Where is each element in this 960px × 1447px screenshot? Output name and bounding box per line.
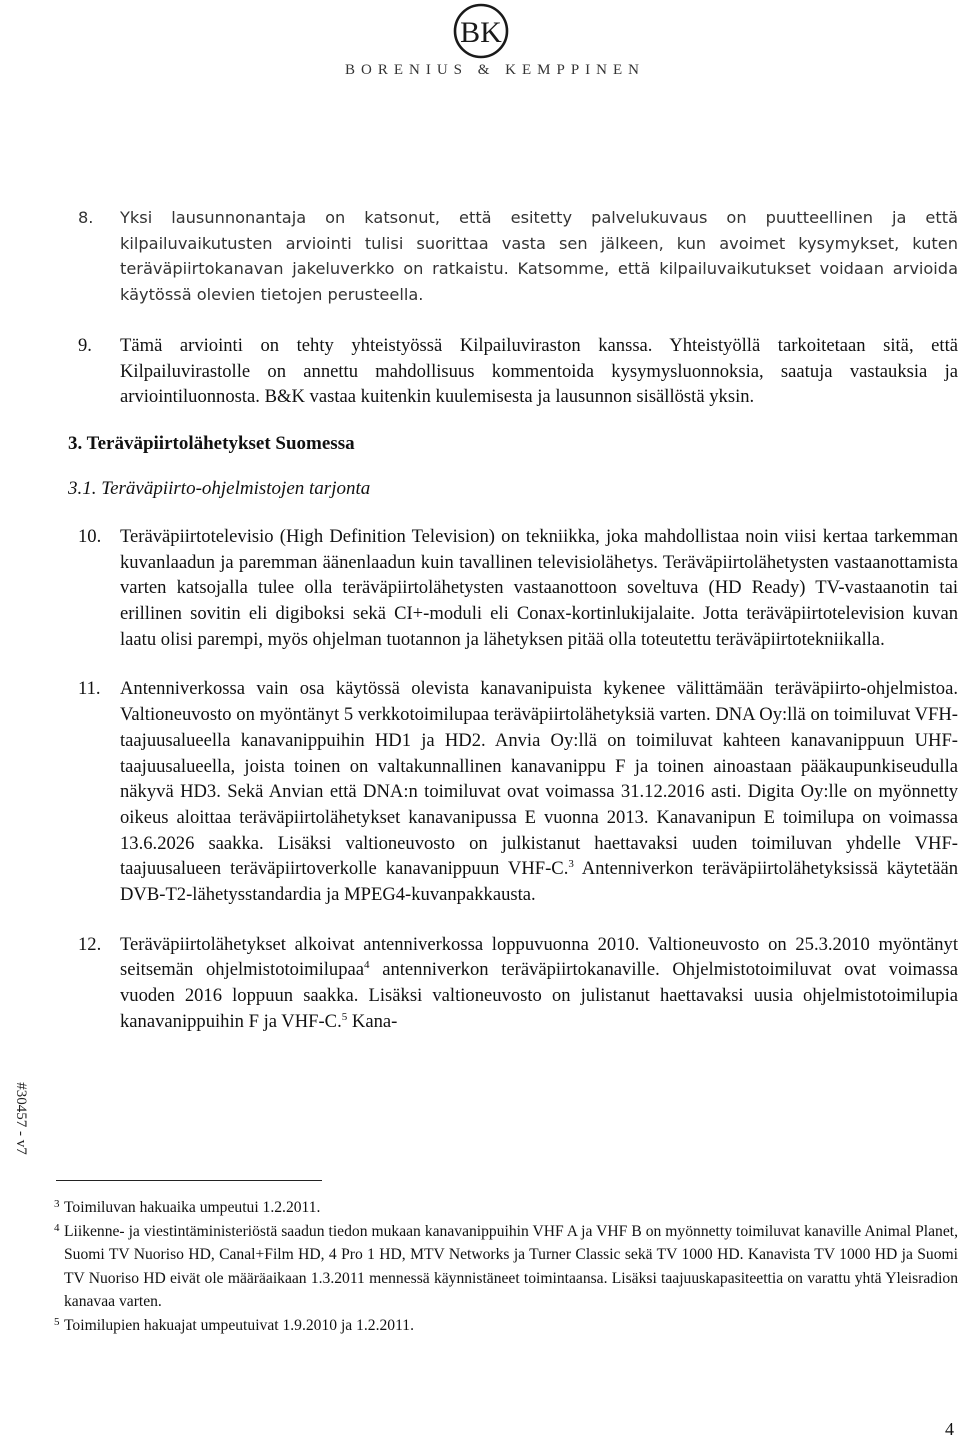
document-body [68,205,959,1035]
section-heading: 3. Teräväpiirtolähetykset Suomessa [68,432,355,454]
footnote-divider [56,1180,322,1181]
paragraph-text: antenniverkon teräväpiirtokanaville. Ohjelmistotoimiluvat ovat voimassa vuoden 2016 loppuun saakka. Lisäksi valtioneuvosto on julistanut haettavaksi uusia ohjelmistotoimilupia kanavanippuihin F ja VHF-C. [120,959,959,1032]
paragraph-number: 8. [78,208,94,227]
paragraph-11 [78,676,958,907]
paragraph-text: Antenniverkon teräväpiirtolähetyksissä käytetään DVB-T2-lähetysstandardia ja MPEG4-kuvanpakkausta. [120,858,958,906]
footnotes [54,1196,958,1338]
paragraph-text: Yksi lausunnonantaja on katsonut, että esitetty palvelukuvaus on puutteellinen ja että kilpailuvaikutusten arviointi tulisi suorittaa vasta sen jälkeen, kun avoimet kysymykset, kuten teräväpiirtokanavan jakeluverkko on ratkaistu. Katsomme, että kilpailuvaikutukset voidaan arvioida käytössä olevien tietojen perusteella. [120,208,958,305]
paragraph-text: Teräväpiirtolähetykset alkoivat antenniverkossa loppuvuonna 2010. Valtioneuvosto on 25.3.2010 myöntänyt seitsemän ohjelmistotoimilupaa [120,933,958,981]
paragraph-number: 12. [78,933,102,955]
footnote-number: 4 [54,1221,60,1234]
page-number: 4 [945,1419,954,1439]
paragraph-12 [78,932,958,1035]
footnote-number: 3 [54,1198,60,1210]
firm-logo [0,0,960,90]
paragraph-number: 10. [78,525,102,547]
paragraph-9 [78,333,958,410]
footnote-4 [54,1220,958,1314]
footnote-text: Toimilupien hakuajat umpeutuivat 1.9.2010 ja 1.2.2011. [64,1316,414,1334]
paragraph-text: Kana- [347,1010,398,1032]
footnote-number: 5 [54,1315,60,1328]
footnote-text: Toimiluvan hakuaika umpeutui 1.2.2011. [64,1199,321,1216]
footnote-3 [54,1196,958,1220]
paragraph-text: Tämä arviointi on tehty yhteistyössä Kilpailuviraston kanssa. Yhteistyöllä tarkoitetaan sitä, että Kilpailuvirastolle on annettu mahdollisuus kommentoida kysymysluonnoksia, saatuja vastauksia ja arviointiluonnosta. B&K vastaa kuitenkin kuulemisesta ja lausunnon sisällöstä yksin. [120,334,958,408]
document-identifier: #30457 - v7 [12,1082,29,1155]
bk-monogram-icon [441,2,521,62]
paragraph-number: 11. [78,678,101,700]
paragraph-10 [78,524,958,653]
paragraph-text: Antenniverkossa vain osa käytössä olevista kanavanipuista kykenee välittämään teräväpiirto-ohjelmistoa. Valtioneuvosto on myöntänyt 5 verkkotoimilupaa teräväpiirtolähetyksiä varten. DNA Oy:llä on toimiluvat VFH-taajuusalueella kanavanippuihin HD1 ja HD2. Anvia Oy:llä on toimiluvat kahteen kanavanippuun UHF-taajuusalueella, joista toinen on valtakunnallinen kanavanippu F ja toinen ainoastaan pääkaupunkiseudulla näkyvä HD3. Sekä Anvian että DNA:n toimiluvat ovat voimassa 31.12.2016 asti. Digita Oy:lle on myönnetty oikeus aloittaa teräväpiirtolähetykset kanavanipussa E vuonna 2013. Kanavanipun E toimilupa on voimassa 13.6.2026 saakka. Lisäksi valtioneuvosto on julkistanut haettavaksi uuden toimiluvan yhdelle VHF-taajuusalueen teräväpiirtoverkolle kanavanippuun VHF-C. [120,678,958,880]
logo-monogram-text: BK [460,16,502,49]
paragraph-number: 9. [78,334,92,356]
footnote-text: Liikenne- ja viestintäministeriöstä saadun tiedon mukaan kanavanippuihin VHF A ja VHF B on myönnetty toimiluvat kanaville Animal Planet, Suomi TV Nuoriso HD, Canal+Film HD, 4 Pro 1 HD, MTV Networks ja Turner Classic sekä TV 1000 HD. Kanavista TV 1000 HD ja Suomi TV Nuoriso HD eivät ole määräaikaan 1.3.2011 mennessä käynnistäneet toimintaansa. Lisäksi taajuuskapasiteettia on varattu yhtä Yleisradion kanavaa varten. [64,1222,958,1311]
footnote-ref-4[interactable]: 4 [364,959,370,972]
firm-name: BORENIUS & KEMPPINEN [344,62,645,78]
footnote-ref-5[interactable]: 5 [341,1010,348,1023]
paragraph-8 [78,205,958,308]
footnote-ref-3[interactable]: 3 [568,858,574,871]
footnote-5 [54,1314,958,1338]
paragraph-text: Teräväpiirtotelevisio (High Definition Television) on tekniikka, joka mahdollistaa noin viisi kertaa tarkemman kuvanlaadun ja paremman äänenlaadun kuin tavallinen televisiolähetys. Teräväpiirtolähetysten vastaanottamista varten katsojalla tulee olla teräväpiirtolähetysten vastaanottoon soveltuva (HD Ready) TV-vastaanotin tai erillinen sovitin eli digiboksi sekä CI+-moduli eli Conax-kortinlukijalaite. Jotta teräväpiirtotelevision kuvan laatu olisi parempi, myös ohjelman tuotannon ja lähetyksen pitää olla toteutettu teräväpiirtotekniikalla. [120,525,958,650]
subsection-heading: 3.1. Teräväpiirto-ohjelmistojen tarjonta [68,477,371,499]
